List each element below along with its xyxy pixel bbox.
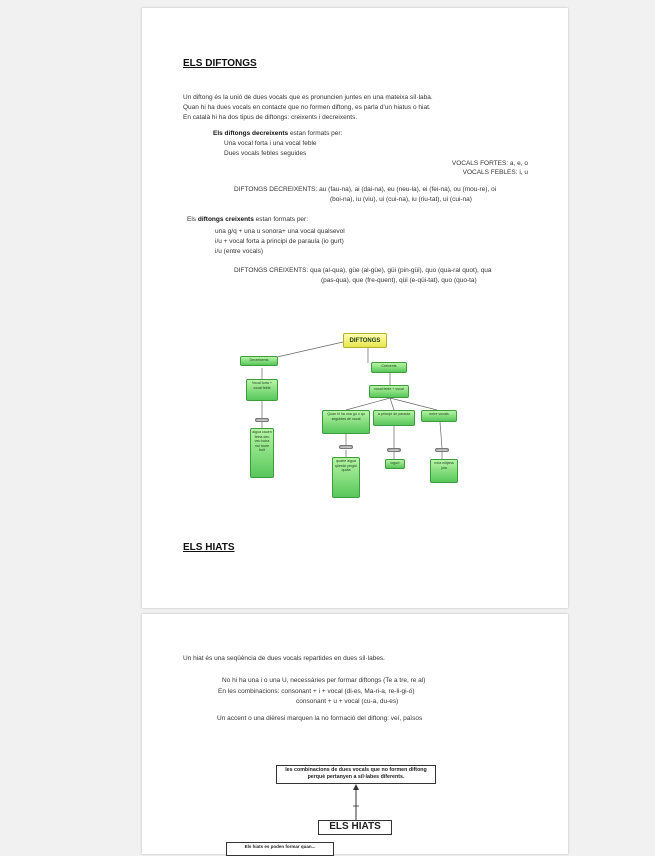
concept-leaf-3: noia mitjana joia [430,459,458,483]
decreixents-item-2: Dues vocals febles seguides [224,150,307,157]
concept-leaf-1: quatre aigua qüestió pingüí quota [332,457,360,498]
creixents-item-2: i/u + vocal forta a principi de paraula (io gurt) [215,238,344,245]
concept-pill-3: exemples [436,449,448,452]
creixents-item-3: i/u (entre vocals) [215,248,264,255]
document-page-2 [142,614,568,854]
hiat-line-3: consonant + u + vocal (cu-a, du-es) [296,698,399,705]
concept-right-child-2: a principi de paraula [373,410,415,426]
creixents-lead-bold: diftongs creixents [197,216,254,223]
decreixents-lead-bold: Els diftongs decreixents [213,130,289,137]
concept-right-child-3: entre vocals [421,410,457,422]
arrow-connector [347,784,367,822]
intro-line-3: En català hi ha dos tipus de diftongs: creixents i decreixents. [183,114,358,121]
concept-pill-1: exemples [340,446,352,449]
intro-line-1: Un diftong és la unió de dues vocals que es pronuncien juntes en una mateixa síl·laba. [183,94,433,101]
section-title-hiats: ELS HIATS [183,542,235,553]
vocals-fortes: VOCALS FORTES: a, e, o [451,160,528,167]
hiat-line-1: No hi ha una i o una U, necessàries per formar diftongs (Te a tre, re al) [222,677,426,684]
hiat-line-2: En les combinacions: consonant + i + vocal (di-es, Ma-ri-a, re-li-gi-ó) [218,688,415,695]
concept-right-mid: vocal feble + vocal [369,385,409,398]
document-page-1 [142,8,568,608]
creixents-examples-2: (pas-qua), que (fre-quent), qüi (e-qüi-tat), quo (quo-ta) [321,277,477,284]
decreixents-lead-rest: estan formats per: [288,130,343,137]
concept-left-head: Decreixents [240,356,278,366]
concept-left-pill: exemples [256,419,268,422]
creixents-item-1: una g/q + una u sonora+ una vocal qualsevol [215,228,345,235]
concept-root: DIFTONGS [343,333,387,348]
hiats-definition-box: les combinacions de dues vocals que no formen diftong perquè pertanyen a síl·labes diferents. [276,765,436,784]
page-title: ELS DIFTONGS [183,58,257,69]
creixents-examples-1: DIFTONGS CREIXENTS: qua (al-qua), güe (al-güe), güi (pin-güi), quo (qua-ral quot), qua [234,267,492,274]
creixents-lead-rest: estan formats per: [253,216,309,223]
hiat-line-4: Un accent o una dièresi marquen la no formació del diftong: veí, països [217,715,423,722]
hiats-when-box: Els hiats es poden formar quan... [226,842,334,856]
decreixents-item-1: Una vocal forta i una vocal feble [224,140,317,147]
concept-right-head: Creixents [371,362,407,373]
concept-map-lines [142,8,568,608]
concept-left-leaf: aigua cauen feina deu veu boira noi roure buit [250,428,274,478]
concept-leaf-2: iogurt [385,459,405,469]
decreixents-examples-2: (boi-na), iu (viu), ui (cui-na), iu (riu-tat), ui (cui-na) [330,196,472,203]
decreixents-examples-1: DIFTONGS DECREIXENTS: au (fau-na), ai (dai-na), eu (neu-la), ei (fei-na), ou (mou-re), oi [234,186,497,193]
hiat-intro: Un hiat és una seqüència de dues vocals repartides en dues síl·labes. [183,655,385,662]
concept-right-child-1: Quan hi ha una gu o qu seguides de vocal [322,410,370,434]
concept-pill-2: exemple [387,448,401,452]
concept-map [142,8,568,608]
creixents-lead-pre: Els [187,216,198,223]
concept-left-mid: Vocal forta + vocal feble [246,379,278,401]
intro-line-2: Quan hi ha dues vocals en contacte que no formen diftong, es parla d'un hiatus o hiat. [183,104,431,111]
vocals-febles: VOCALS FEBLES: i, u [462,169,528,176]
hiats-title-box: ELS HIATS [318,820,392,835]
